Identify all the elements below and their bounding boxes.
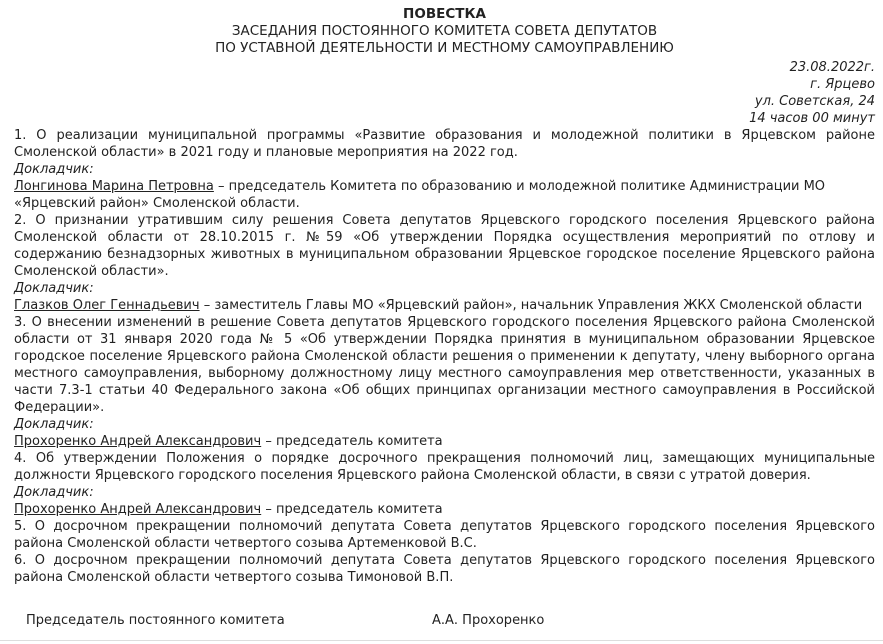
agenda-subtitle-line-2: ПО УСТАВНОЙ ДЕЯТЕЛЬНОСТИ И МЕСТНОМУ САМОУПРАВЛЕНИЮ bbox=[215, 40, 674, 56]
agenda-item-text: 3. О внесении изменений в решение Совета депутатов Ярцевского городского поселения Ярцевского района Смоленской области от 31 января 2020 года № 5 «Об утверждении Порядка принятия в муниципальном образовании Ярцевское городское поселение Ярцевского района Смоленской области решения о применении к депутату, члену выборного органа местного самоуправления, выборному должностному лицу местного самоуправления мер ответственности, указанных в части 7.3-1 статьи 40 Федерального закона «Об общих принципах организации местного самоуправления в Российской Федерации». bbox=[14, 315, 875, 415]
agenda-item-text: 2. О признании утратившим силу решения Совета депутатов Ярцевского городского поселения Ярцевского района Смоленской области от 28.10.2015 г. №59 «Об утверждении Порядка осуществления мероприятий по отлову и содержанию безнадзорных животных в муниципальном образовании Ярцевское городское поселение Ярцевского района Смоленской области». bbox=[14, 213, 875, 279]
reporter-role: – председатель Комитета по образованию и молодежной политике Администрации МО «Ярцевский район» Смоленской области. bbox=[14, 179, 826, 211]
meeting-time: 14 часов 00 минут bbox=[749, 111, 875, 126]
reporter-role: – заместитель Главы МО «Ярцевский район», начальник Управления ЖКХ Смоленской области bbox=[199, 298, 863, 313]
meeting-city: г. Ярцево bbox=[810, 77, 875, 92]
agenda-header bbox=[14, 6, 875, 57]
page-divider bbox=[0, 640, 883, 641]
reporter-label: Докладчик: bbox=[14, 485, 94, 500]
agenda-item-3 bbox=[14, 314, 875, 450]
reporter-line bbox=[14, 178, 875, 212]
reporter-line bbox=[14, 433, 875, 450]
agenda-title: ПОВЕСТКА bbox=[403, 6, 486, 22]
reporter-line bbox=[14, 297, 875, 314]
agenda-item-text: 5. О досрочном прекращении полномочий депутата Совета депутатов Ярцевского городского поселения Ярцевского района Смоленской области четвертого созыва Артеменковой В.С. bbox=[14, 519, 875, 551]
agenda-item-6 bbox=[14, 552, 875, 586]
meeting-date: 23.08.2022г. bbox=[789, 60, 875, 75]
reporter-name: Глазков Олег Геннадьевич bbox=[14, 298, 200, 313]
signature-name: А.А. Прохоренко bbox=[432, 613, 545, 628]
reporter-label: Докладчик: bbox=[14, 417, 94, 432]
reporter-name: Прохоренко Андрей Александрович bbox=[14, 502, 262, 517]
agenda-subtitle-line-1: ЗАСЕДАНИЯ ПОСТОЯННОГО КОМИТЕТА СОВЕТА ДЕПУТАТОВ bbox=[231, 23, 658, 39]
meeting-meta bbox=[14, 59, 875, 127]
reporter-line bbox=[14, 501, 875, 518]
signature-role: Председатель постоянного комитета bbox=[26, 613, 285, 628]
reporter-label: Докладчик: bbox=[14, 162, 94, 177]
agenda-item-5 bbox=[14, 518, 875, 552]
agenda-item-text: 6. О досрочном прекращении полномочий депутата Совета депутатов Ярцевского городского поселения Ярцевского района Смоленской области четвертого созыва Тимоновой В.П. bbox=[14, 553, 875, 585]
agenda-item-text: 1. О реализации муниципальной программы «Развитие образования и молодежной политики в Ярцевском районе Смоленской области» в 2021 году и плановые мероприятия на 2022 год. bbox=[14, 128, 875, 160]
reporter-role: – председатель комитета bbox=[261, 434, 443, 449]
agenda-item-1 bbox=[14, 127, 875, 212]
reporter-name: Лонгинова Марина Петровна bbox=[14, 179, 214, 194]
reporter-role: – председатель комитета bbox=[261, 502, 443, 517]
agenda-item-2 bbox=[14, 212, 875, 314]
reporter-label: Докладчик: bbox=[14, 281, 94, 296]
agenda-item-4 bbox=[14, 450, 875, 518]
agenda-document bbox=[14, 6, 875, 586]
agenda-item-text: 4. Об утверждении Положения о порядке досрочного прекращения полномочий лиц, замещающих муниципальные должности Ярцевского городского поселения Ярцевского района Смоленской области, в связи с утратой доверия. bbox=[14, 451, 875, 483]
reporter-name: Прохоренко Андрей Александрович bbox=[14, 434, 262, 449]
meeting-address: ул. Советская, 24 bbox=[754, 94, 875, 109]
